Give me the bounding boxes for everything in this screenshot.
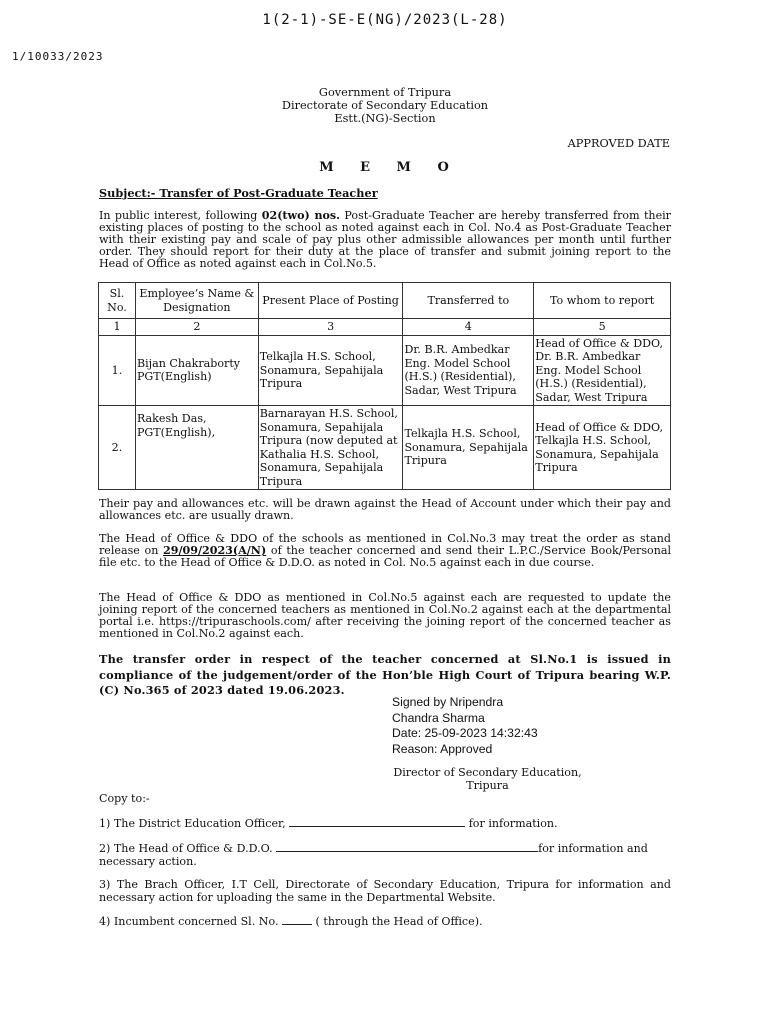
blank-line <box>282 915 312 925</box>
release-date: 29/09/2023(A/N) <box>163 544 267 557</box>
release-paragraph <box>99 533 671 569</box>
release-text-start: The Head of Office & DDO of the schools as mentioned in Col.No.3 may treat the order as stand release on <box>99 532 671 557</box>
signature-reason: Reason: Approved <box>392 741 493 756</box>
receipt-number: 1/10033/2023 <box>12 50 104 63</box>
copy-item-text: ( through the Head of Office). <box>312 915 483 928</box>
director-title: Director of Secondary Education, <box>393 766 582 779</box>
row-employee: Rakesh Das, PGT(English), <box>135 406 258 490</box>
blank-line <box>276 842 538 852</box>
release-text-end: of the teacher concerned and send their L.P.C./Service Book/Personal file etc. to the Head of Office & D.D.O. as noted in Col. No.5 against each in due course. <box>99 544 672 569</box>
row-report-to: Head of Office & DDO, Dr. B.R. Ambedkar Eng. Model School (H.S.) (Residential), Sadar, West Tripura <box>534 335 671 406</box>
transfer-table <box>98 282 671 490</box>
row-sl: 2. <box>99 406 136 490</box>
intro-text-end: Post-Graduate Teacher are hereby transferred from their existing places of posting to the school as noted against each in Col. No.4 as Post-Graduate Teacher with their existing pay and scale of pay plus other admissible allowances per month until further order. They should report for their duty at the place of transfer and submit joining report to the Head of Office as noted against each in Col.No.5. <box>99 209 671 270</box>
signature-line: Chandra Sharma <box>392 710 485 725</box>
subject-line: Subject:- Transfer of Post-Graduate Teacher <box>99 186 378 200</box>
teacher-count: 02(two) nos. <box>261 209 341 222</box>
row-employee: Bijan Chakraborty PGT(English) <box>135 335 258 406</box>
col-header-transferred-to: Transferred to <box>403 283 534 319</box>
copy-item-3: 3) The Brach Officer, I.T Cell, Directorate of Secondary Education, Tripura for information and necessary action for uploading the same in the Departmental Website. <box>99 878 671 904</box>
copy-item-text: 1) The District Education Officer, <box>99 817 290 830</box>
col-number: 1 <box>99 319 136 336</box>
approved-date: APPROVED DATE <box>567 137 670 150</box>
director-designation <box>370 766 605 792</box>
director-state: Tripura <box>466 779 509 792</box>
copy-item-text: 4) Incumbent concerned Sl. No. <box>99 915 283 928</box>
copy-item-text: for information and necessary action. <box>99 842 648 868</box>
col-number: 4 <box>403 319 534 336</box>
col-number: 2 <box>135 319 258 336</box>
court-order-paragraph: The transfer order in respect of the teacher concerned at Sl.No.1 is issued in compliance of the judgement/order of the Hon’ble High Court of Tripura bearing W.P. (C) No.365 of 2023 dated 19.06.2023. <box>99 652 671 697</box>
copy-item-4 <box>99 915 671 929</box>
table-row <box>99 406 671 490</box>
row-present-posting: Telkajla H.S. School, Sonamura, Sepahijala Tripura <box>258 335 403 406</box>
table-row <box>99 335 671 406</box>
col-number: 3 <box>258 319 403 336</box>
copy-item-text: 2) The Head of Office & D.D.O. <box>99 842 277 855</box>
header-directorate: Directorate of Secondary Education <box>281 99 489 112</box>
row-transferred-to: Telkajla H.S. School, Sonamura, Sepahijala Tripura <box>403 406 534 490</box>
copy-item-text: for information. <box>465 817 558 830</box>
signature-line: Signed by Nripendra <box>392 695 504 709</box>
col-number: 5 <box>534 319 671 336</box>
col-header-report-to: To whom to report <box>534 283 671 319</box>
row-transferred-to: Dr. B.R. Ambedkar Eng. Model School (H.S.) (Residential), Sadar, West Tripura <box>403 335 534 406</box>
blank-line <box>289 817 465 827</box>
col-header-present-posting: Present Place of Posting <box>258 283 403 319</box>
intro-text-start: In public interest, following <box>99 209 262 222</box>
row-sl: 1. <box>99 335 136 406</box>
digital-signature <box>392 695 538 757</box>
intro-paragraph <box>99 210 671 270</box>
file-number: 1(2-1)-SE-E(NG)/2023(L-28) <box>262 12 508 28</box>
row-present-posting: Barnarayan H.S. School, Sonamura, Sepahijala Tripura (now deputed at Kathalia H.S. School, Sonamura, Sepahijala Tripura <box>258 406 403 490</box>
table-column-numbers <box>99 319 671 336</box>
joining-paragraph: The Head of Office & DDO as mentioned in Col.No.5 against each are requested to update the joining report of the concerned teachers as mentioned in Col.No.2 against each at the departmental portal i.e. https://tripuraschools.com/ after receiving the joining report of the concerned teacher as mentioned in Col.No.2 against each. <box>99 591 671 640</box>
header-section: Estt.(NG)-Section <box>334 112 436 125</box>
memo-title: M E M O <box>319 160 451 175</box>
signature-date: Date: 25-09-2023 14:32:43 <box>392 726 538 740</box>
col-header-sl: Sl. No. <box>99 283 136 319</box>
copy-item-1 <box>99 817 671 831</box>
col-header-employee: Employee’s Name & Designation <box>135 283 258 319</box>
header-government: Government of Tripura <box>318 86 452 99</box>
copy-to-label: Copy to:- <box>99 792 150 805</box>
row-report-to: Head of Office & DDO, Telkajla H.S. School, Sonamura, Sepahijala Tripura <box>534 406 671 490</box>
copy-item-2 <box>99 842 671 868</box>
table-header-row <box>99 283 671 319</box>
pay-paragraph: Their pay and allowances etc. will be drawn against the Head of Account under which their pay and allowances etc. are usually drawn. <box>99 497 671 522</box>
